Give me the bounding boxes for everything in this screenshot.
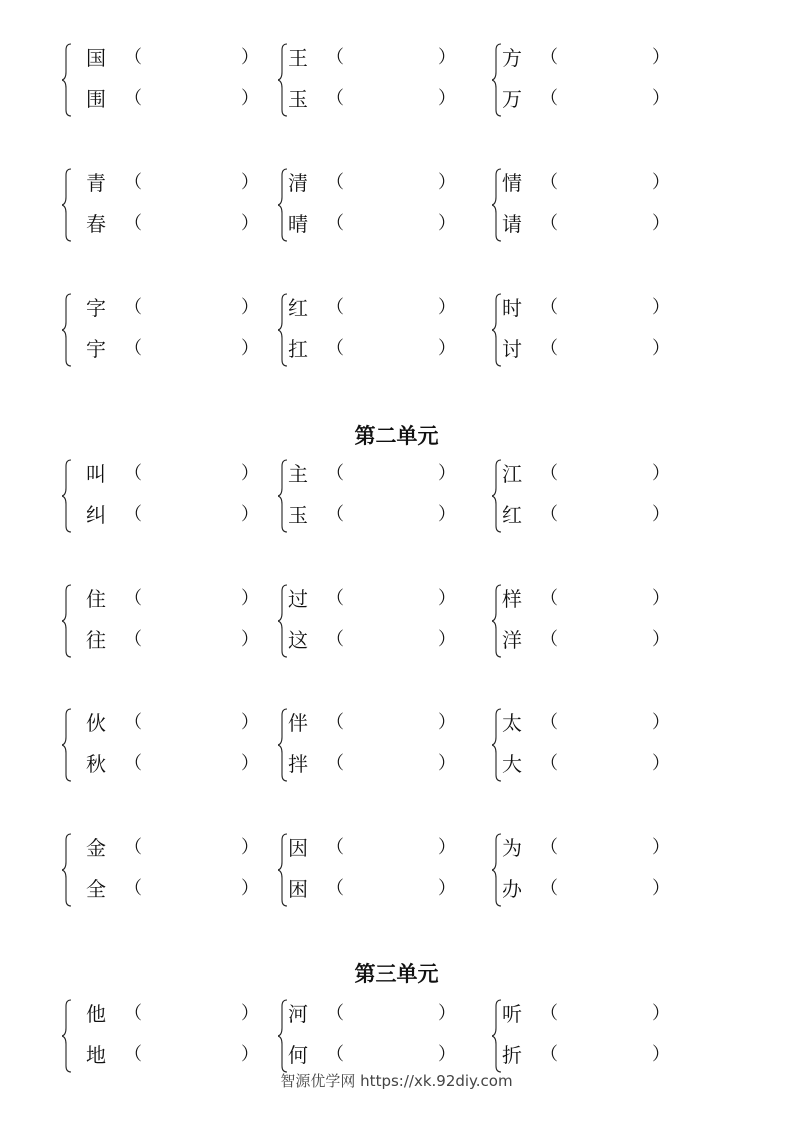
left-paren: （ <box>124 504 142 525</box>
left-paren: （ <box>540 588 558 609</box>
right-paren: ） <box>241 213 259 234</box>
right-paren: ） <box>652 47 670 68</box>
character-pair-group <box>278 583 478 655</box>
right-paren: ） <box>241 338 259 359</box>
right-paren: ） <box>241 463 259 484</box>
hanzi-character: 清 <box>288 171 308 195</box>
left-paren: （ <box>326 47 344 68</box>
left-paren: （ <box>124 172 142 193</box>
left-paren: （ <box>124 629 142 650</box>
right-paren: ） <box>652 712 670 733</box>
curly-brace-icon <box>62 42 74 118</box>
right-paren: ） <box>652 629 670 650</box>
hanzi-character: 伴 <box>288 711 308 735</box>
left-paren: （ <box>124 297 142 318</box>
hanzi-character: 办 <box>502 877 522 901</box>
left-paren: （ <box>326 753 344 774</box>
hanzi-character: 青 <box>86 171 106 195</box>
hanzi-character: 住 <box>86 587 106 611</box>
left-paren: （ <box>540 504 558 525</box>
right-paren: ） <box>652 213 670 234</box>
hanzi-character: 听 <box>502 1002 522 1026</box>
hanzi-character: 折 <box>502 1043 522 1067</box>
right-paren: ） <box>652 1003 670 1024</box>
right-paren: ） <box>652 837 670 858</box>
left-paren: （ <box>540 338 558 359</box>
left-paren: （ <box>540 172 558 193</box>
character-pair-group <box>278 42 478 114</box>
character-pair-group <box>62 167 262 239</box>
right-paren: ） <box>438 588 456 609</box>
hanzi-character: 太 <box>502 711 522 735</box>
hanzi-character: 扛 <box>288 337 308 361</box>
right-paren: ） <box>652 1044 670 1065</box>
right-paren: ） <box>241 712 259 733</box>
hanzi-character: 宇 <box>86 337 106 361</box>
character-pair-group <box>278 167 478 239</box>
left-paren: （ <box>326 837 344 858</box>
hanzi-character: 万 <box>502 87 522 111</box>
right-paren: ） <box>652 463 670 484</box>
left-paren: （ <box>326 1003 344 1024</box>
hanzi-character: 拌 <box>288 752 308 776</box>
section-heading: 第二单元 <box>354 424 439 448</box>
curly-brace-icon <box>62 832 74 908</box>
left-paren: （ <box>326 297 344 318</box>
right-paren: ） <box>241 297 259 318</box>
right-paren: ） <box>652 753 670 774</box>
character-pair-group <box>278 292 478 364</box>
hanzi-character: 方 <box>502 46 522 70</box>
hanzi-character: 请 <box>502 212 522 236</box>
character-pair-group <box>492 832 692 904</box>
left-paren: （ <box>326 629 344 650</box>
section-heading: 第三单元 <box>354 962 439 986</box>
right-paren: ） <box>241 629 259 650</box>
character-pair-group <box>62 42 262 114</box>
left-paren: （ <box>124 338 142 359</box>
left-paren: （ <box>326 213 344 234</box>
left-paren: （ <box>124 753 142 774</box>
hanzi-character: 过 <box>288 587 308 611</box>
hanzi-character: 国 <box>86 46 106 70</box>
left-paren: （ <box>326 88 344 109</box>
right-paren: ） <box>438 878 456 899</box>
right-paren: ） <box>241 1003 259 1024</box>
hanzi-character: 伙 <box>86 711 106 735</box>
right-paren: ） <box>438 88 456 109</box>
hanzi-character: 样 <box>502 587 522 611</box>
right-paren: ） <box>241 1044 259 1065</box>
hanzi-character: 困 <box>288 877 308 901</box>
hanzi-character: 河 <box>288 1002 308 1026</box>
left-paren: （ <box>540 712 558 733</box>
left-paren: （ <box>124 837 142 858</box>
right-paren: ） <box>652 504 670 525</box>
left-paren: （ <box>124 1003 142 1024</box>
character-pair-group <box>278 458 478 530</box>
right-paren: ） <box>438 172 456 193</box>
left-paren: （ <box>540 837 558 858</box>
hanzi-character: 何 <box>288 1043 308 1067</box>
character-pair-group <box>492 292 692 364</box>
character-pair-group <box>62 458 262 530</box>
left-paren: （ <box>124 463 142 484</box>
right-paren: ） <box>652 878 670 899</box>
right-paren: ） <box>241 588 259 609</box>
right-paren: ） <box>438 463 456 484</box>
hanzi-character: 晴 <box>288 212 308 236</box>
character-pair-group <box>492 583 692 655</box>
left-paren: （ <box>540 753 558 774</box>
curly-brace-icon <box>62 998 74 1074</box>
left-paren: （ <box>326 172 344 193</box>
right-paren: ） <box>438 1003 456 1024</box>
hanzi-character: 红 <box>288 296 308 320</box>
character-pair-group <box>62 583 262 655</box>
curly-brace-icon <box>62 583 74 659</box>
left-paren: （ <box>540 213 558 234</box>
left-paren: （ <box>326 504 344 525</box>
left-paren: （ <box>124 588 142 609</box>
left-paren: （ <box>326 1044 344 1065</box>
character-pair-group <box>278 832 478 904</box>
hanzi-character: 江 <box>502 462 522 486</box>
hanzi-character: 春 <box>86 212 106 236</box>
left-paren: （ <box>124 878 142 899</box>
right-paren: ） <box>652 88 670 109</box>
hanzi-character: 地 <box>86 1043 106 1067</box>
right-paren: ） <box>438 213 456 234</box>
hanzi-character: 他 <box>86 1002 106 1026</box>
right-paren: ） <box>241 753 259 774</box>
right-paren: ） <box>438 47 456 68</box>
hanzi-character: 金 <box>86 836 106 860</box>
hanzi-character: 因 <box>288 836 308 860</box>
character-pair-group <box>278 707 478 779</box>
character-pair-group <box>62 707 262 779</box>
character-pair-group <box>62 832 262 904</box>
hanzi-character: 这 <box>288 628 308 652</box>
hanzi-character: 秋 <box>86 752 106 776</box>
right-paren: ） <box>438 297 456 318</box>
left-paren: （ <box>540 47 558 68</box>
character-pair-group <box>492 998 692 1070</box>
right-paren: ） <box>652 338 670 359</box>
right-paren: ） <box>241 837 259 858</box>
left-paren: （ <box>124 213 142 234</box>
right-paren: ） <box>241 878 259 899</box>
curly-brace-icon <box>62 167 74 243</box>
right-paren: ） <box>241 47 259 68</box>
left-paren: （ <box>540 1003 558 1024</box>
right-paren: ） <box>241 88 259 109</box>
hanzi-character: 玉 <box>288 503 308 527</box>
right-paren: ） <box>438 629 456 650</box>
right-paren: ） <box>241 172 259 193</box>
hanzi-character: 洋 <box>502 628 522 652</box>
right-paren: ） <box>438 504 456 525</box>
left-paren: （ <box>540 629 558 650</box>
right-paren: ） <box>438 1044 456 1065</box>
left-paren: （ <box>540 297 558 318</box>
right-paren: ） <box>241 504 259 525</box>
left-paren: （ <box>124 1044 142 1065</box>
footer-watermark: 智源优学网 https://xk.92diy.com <box>280 1072 513 1090</box>
left-paren: （ <box>326 878 344 899</box>
character-pair-group <box>62 998 262 1070</box>
hanzi-character: 王 <box>288 46 308 70</box>
right-paren: ） <box>438 712 456 733</box>
character-pair-group <box>492 42 692 114</box>
hanzi-character: 讨 <box>502 337 522 361</box>
character-pair-group <box>492 167 692 239</box>
left-paren: （ <box>326 463 344 484</box>
left-paren: （ <box>540 878 558 899</box>
left-paren: （ <box>326 588 344 609</box>
left-paren: （ <box>540 1044 558 1065</box>
left-paren: （ <box>124 88 142 109</box>
hanzi-character: 时 <box>502 296 522 320</box>
hanzi-character: 情 <box>502 171 522 195</box>
hanzi-character: 纠 <box>86 503 106 527</box>
hanzi-character: 叫 <box>86 462 106 486</box>
hanzi-character: 主 <box>288 462 308 486</box>
right-paren: ） <box>652 172 670 193</box>
curly-brace-icon <box>62 292 74 368</box>
right-paren: ） <box>438 338 456 359</box>
left-paren: （ <box>540 463 558 484</box>
left-paren: （ <box>124 712 142 733</box>
left-paren: （ <box>124 47 142 68</box>
hanzi-character: 往 <box>86 628 106 652</box>
curly-brace-icon <box>62 707 74 783</box>
hanzi-character: 红 <box>502 503 522 527</box>
character-pair-group <box>492 707 692 779</box>
right-paren: ） <box>652 588 670 609</box>
hanzi-character: 为 <box>502 836 522 860</box>
right-paren: ） <box>438 837 456 858</box>
hanzi-character: 玉 <box>288 87 308 111</box>
hanzi-character: 全 <box>86 877 106 901</box>
curly-brace-icon <box>62 458 74 534</box>
character-pair-group <box>278 998 478 1070</box>
left-paren: （ <box>540 88 558 109</box>
hanzi-character: 围 <box>86 87 106 111</box>
left-paren: （ <box>326 338 344 359</box>
right-paren: ） <box>438 753 456 774</box>
character-pair-group <box>492 458 692 530</box>
hanzi-character: 字 <box>86 296 106 320</box>
character-pair-group <box>62 292 262 364</box>
right-paren: ） <box>652 297 670 318</box>
hanzi-character: 大 <box>502 752 522 776</box>
left-paren: （ <box>326 712 344 733</box>
